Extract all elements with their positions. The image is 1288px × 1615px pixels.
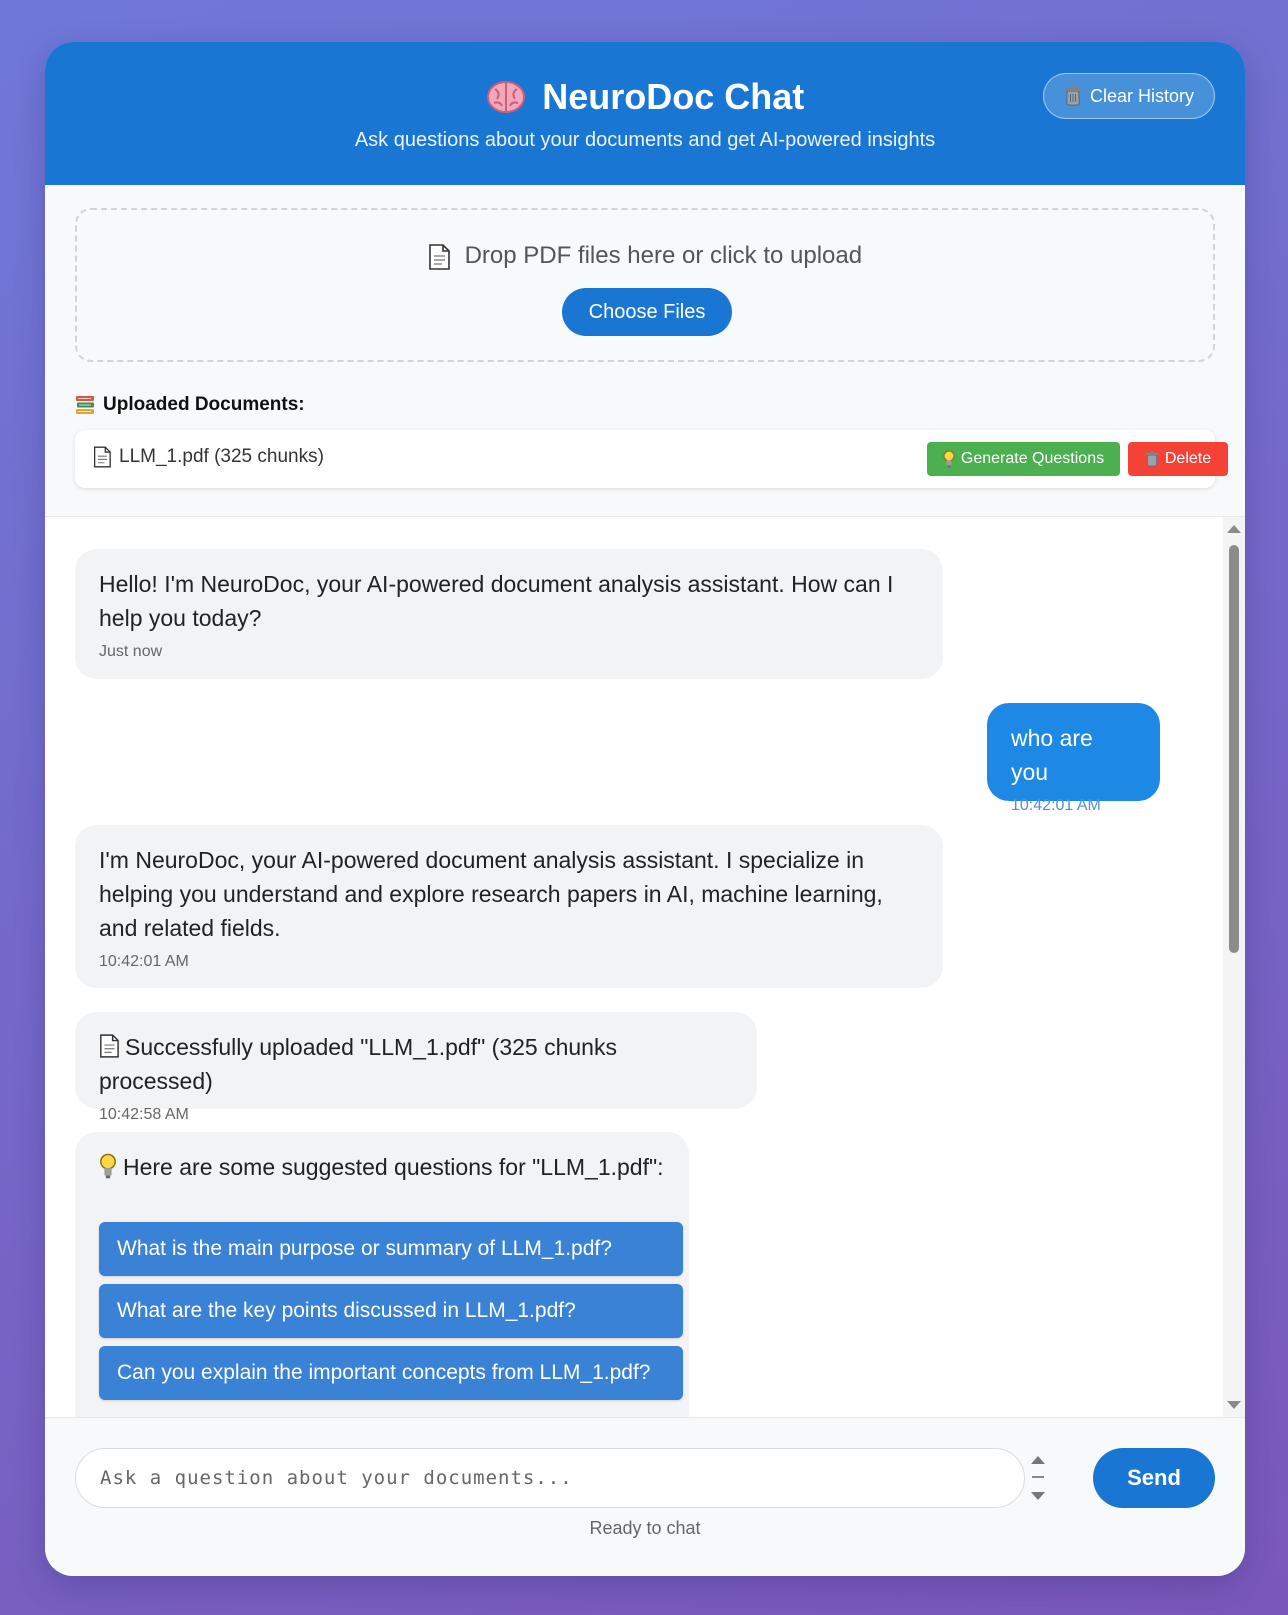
bot-message (75, 549, 943, 679)
spinner-up-icon[interactable] (1031, 1456, 1045, 1464)
chat-messages[interactable] (45, 517, 1245, 1417)
spinner-divider (1032, 1476, 1044, 1478)
message-text-row (99, 1150, 665, 1184)
document-name-label: LLM_1.pdf (325 chunks) (119, 446, 324, 467)
bot-message (75, 825, 943, 988)
header (45, 42, 1245, 185)
document-icon (428, 244, 450, 270)
books-icon (75, 395, 95, 415)
scroll-up-arrow-icon[interactable] (1227, 525, 1241, 533)
user-message (987, 703, 1160, 814)
question-input[interactable] (75, 1448, 1025, 1508)
input-area (45, 1417, 1245, 1576)
document-icon (93, 446, 111, 468)
brain-icon (486, 79, 526, 115)
app-subtitle: Ask questions about your documents and get AI-powered insights (354, 129, 936, 151)
uploaded-documents-label: Uploaded Documents: (103, 394, 305, 415)
message-time: 10:42:58 AM (99, 1106, 189, 1123)
trash-icon (1145, 451, 1159, 467)
bot-message (75, 1012, 757, 1123)
bot-message (75, 1132, 689, 1417)
lightbulb-icon (99, 1153, 117, 1179)
input-spinner[interactable] (1031, 1456, 1045, 1500)
dropzone-label: Drop PDF files here or click to upload (464, 242, 863, 269)
document-name (93, 446, 324, 468)
scroll-down-arrow-icon[interactable] (1227, 1401, 1241, 1409)
generate-questions-button[interactable] (927, 442, 1120, 476)
message-time: Just now (99, 643, 163, 660)
message-time: 10:42:01 AM (99, 953, 189, 970)
message-text-row (99, 1030, 733, 1098)
document-item (75, 430, 1215, 488)
dropzone-text (77, 242, 1213, 270)
clear-history-button[interactable] (1043, 73, 1215, 119)
message-text: Successfully uploaded "LLM_1.pdf" (325 chunks processed) (99, 1034, 617, 1094)
delete-document-button[interactable] (1128, 442, 1228, 476)
upload-dropzone[interactable] (75, 208, 1215, 362)
message-text: Hello! I'm NeuroDoc, your AI-powered document analysis assistant. How can I help you today? (99, 571, 894, 631)
suggested-question-button[interactable]: What is the main purpose or summary of LLM_1.pdf? (99, 1222, 683, 1276)
suggested-question-button[interactable]: Can you explain the important concepts from LLM_1.pdf? (99, 1346, 683, 1400)
status-text: Ready to chat (589, 1518, 701, 1538)
app-window (45, 42, 1245, 1576)
lightbulb-icon (943, 450, 955, 468)
message-time: 10:42:01 AM (1011, 797, 1101, 814)
message-text: who are you (1011, 725, 1093, 785)
trash-icon (1064, 86, 1082, 106)
message-text: I'm NeuroDoc, your AI-powered document analysis assistant. I specialize in helping you understand and explore research papers in AI, machine learning, and related fields. (99, 847, 883, 941)
send-button[interactable]: Send (1093, 1448, 1215, 1508)
delete-label: Delete (1164, 450, 1212, 467)
app-title: NeuroDoc Chat (542, 76, 805, 117)
generate-questions-label: Generate Questions (960, 450, 1105, 467)
suggested-question-button[interactable]: What are the key points discussed in LLM_1.pdf? (99, 1284, 683, 1338)
uploaded-documents-heading (75, 394, 305, 416)
choose-files-button[interactable]: Choose Files (562, 288, 732, 336)
document-icon (99, 1034, 119, 1058)
clear-history-label: Clear History (1089, 85, 1195, 106)
spinner-down-icon[interactable] (1031, 1492, 1045, 1500)
scroll-thumb[interactable] (1229, 545, 1239, 953)
message-text: Here are some suggested questions for "LLM_1.pdf": (123, 1154, 664, 1180)
chat-scrollbar[interactable] (1223, 517, 1245, 1417)
